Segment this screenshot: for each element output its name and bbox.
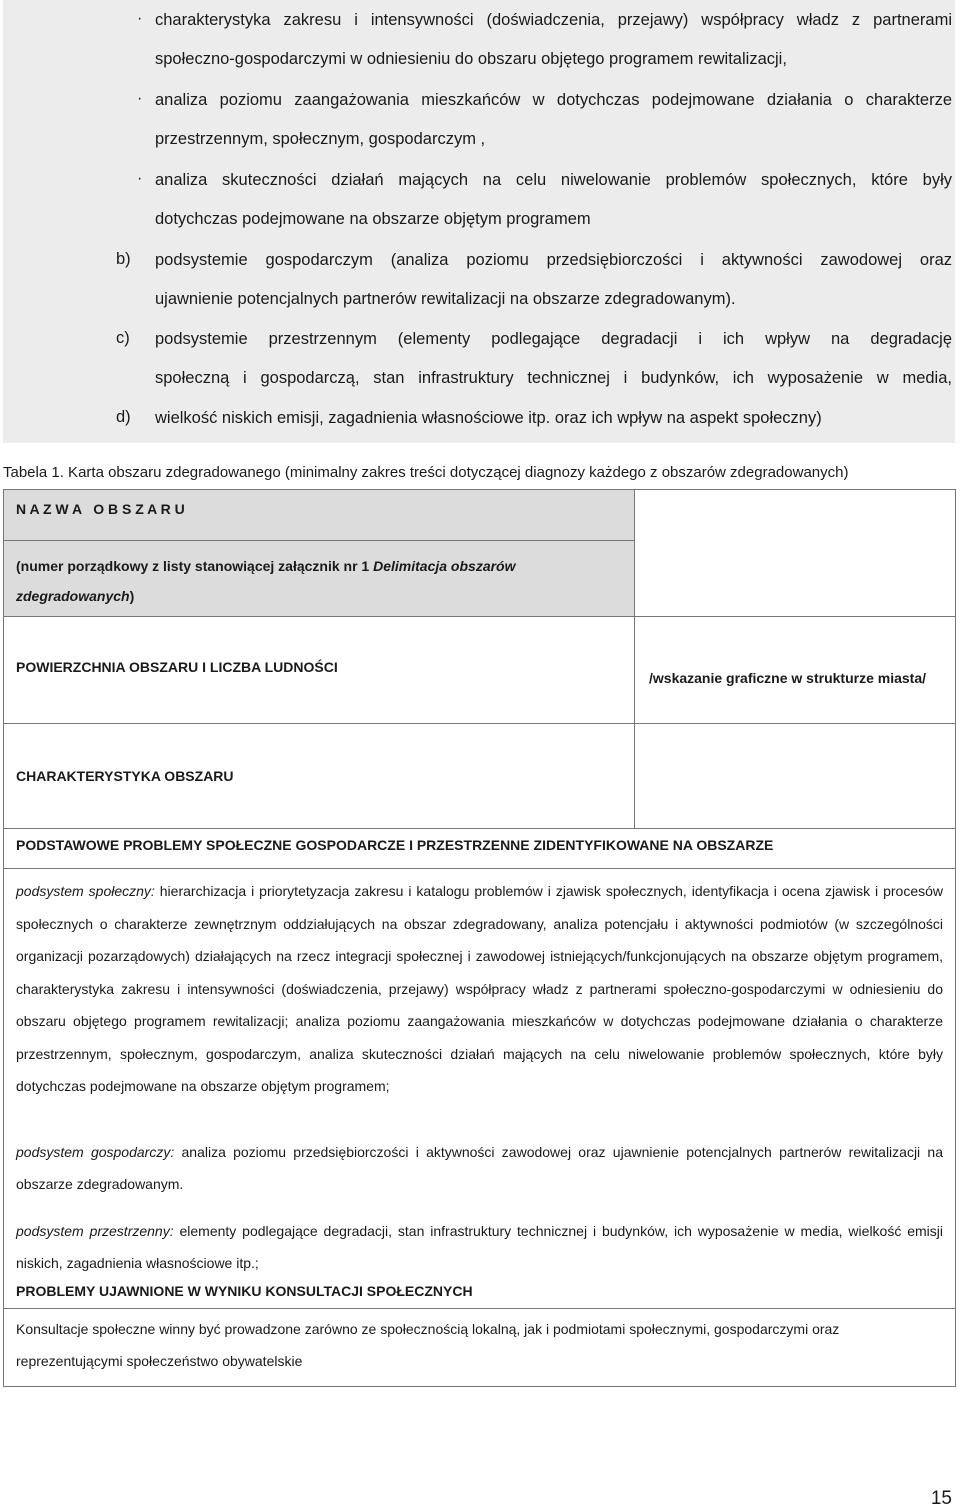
bullet-marker: · xyxy=(137,170,143,187)
consultation-text: Konsultacje społeczne winny być prowadzone zarówno ze społecznością lokalną, jak i podmiotami społecznymi, gospodarczymi oraz reprezentującymi społeczeństwo obywatelskie xyxy=(16,1320,840,1369)
social-subsystem-label: podsystem społeczny: xyxy=(16,883,155,899)
bullet-1-line-2: społeczno-gospodarczymi w odniesieniu do obszaru objętego programem rewitalizacji, xyxy=(155,50,787,68)
problems-header-cell xyxy=(4,829,956,869)
spatial-subsystem-label: podsystem przestrzenny: xyxy=(16,1222,174,1239)
item-b-line-2: ujawnienie potencjalnych partnerów rewitalizacji na obszarze zdegradowanym). xyxy=(155,290,736,308)
item-c-line-2: społeczną i gospodarczą, stan infrastruktury technicznej i budynków, ich wyposażenie w media, xyxy=(155,369,952,387)
item-b-line-1: podsystemie gospodarczym (analiza poziomu przedsiębiorczości i aktywności zawodowej oraz xyxy=(155,251,952,269)
consultation-header: PROBLEMY UJAWNIONE W WYNIKU KONSULTACJI SPOŁECZNYCH xyxy=(16,1282,473,1299)
bullet-2-line-2: przestrzennym, społecznym, gospodarczym , xyxy=(155,130,486,148)
economic-subsystem-label: podsystem gospodarczy: xyxy=(16,1143,175,1160)
number-note-line2: zdegradowanych xyxy=(16,588,130,604)
problems-content-cell xyxy=(4,869,956,1309)
number-note-italic: Delimitacja obszarów xyxy=(373,558,516,574)
graphic-note-cell xyxy=(635,617,956,724)
consultation-cell xyxy=(4,1308,956,1386)
economic-subsystem-text: analiza poziomu przedsiębiorczości i aktywności zawodowej oraz ujawnienie potencjalnych partnerów rewitalizacji na obszarze zdegradowanym. xyxy=(16,1143,943,1192)
social-subsystem-text: hierarchizacja i priorytetyzacja zakresu i katalogu problemów i zjawisk społecznych, identyfikacja i ocena zjawisk i procesów społecznych o charakterze zewnętrznym oddziałujących na obszar zdegradowany, analiza potencjału i aktywności podmiotów (w szczególności organizacji pozarządowych) działających na rzecz integracji społecznej i zawodowej istniejących/funkcjonujących na obszarze objętym programem, charakterystyka zakresu i intensywności (doświadczenia, przejawy) współpracy władz z partnerami społeczno-gospodarczymi w odniesieniu do obszaru objętego programem rewitalizacji; analiza poziomu zaangażowania mieszkańców w dotychczas podejmowane działania o charakterze przestrzennym, społecznym, gospodarczym, analiza skuteczności działań mających na celu niwelowanie problemów społecznych, które były dotychczas podejmowane na obszarze objętym programem; xyxy=(16,883,944,1094)
item-c-line-1: podsystemie przestrzennym (elementy podlegające degradacji i ich wpływ na degradację xyxy=(155,330,952,348)
area-population-cell xyxy=(4,617,635,724)
problems-header: PODSTAWOWE PROBLEMY SPOŁECZNE GOSPODARCZE I PRZESTRZENNE ZIDENTYFIKOWANE NA OBSZARZE xyxy=(16,837,774,853)
area-number-cell xyxy=(4,541,635,617)
area-name-cell xyxy=(4,490,635,541)
number-note-prefix: (numer porządkowy z listy stanowiącej załącznik nr 1 xyxy=(16,558,374,574)
graphic-note-label: /wskazanie graficzne w strukturze miasta/ xyxy=(649,670,926,686)
bullet-marker: · xyxy=(137,10,143,27)
area-card-table xyxy=(3,489,956,1387)
spatial-subsystem-text: elementy podlegające degradacji, stan infrastruktury technicznej i budynków, ich wyposażenie w media, wielkość emisji niskich, zagadnienia własnościowe itp.; xyxy=(16,1222,943,1271)
bullet-3-line-1: analiza skuteczności działań mających na celu niwelowanie problemów społecznych, które były xyxy=(155,171,952,189)
bullet-marker: · xyxy=(137,90,143,107)
item-d-line-1: wielkość niskich emisji, zagadnienia własnościowe itp. oraz ich wpływ na aspekt społeczny) xyxy=(155,409,822,427)
bullet-2-line-1: analiza poziomu zaangażowania mieszkańców w dotychczas podejmowane działania o charakterze xyxy=(155,91,952,109)
bullet-1-line-1: charakterystyka zakresu i intensywności (doświadczenia, przejawy) współpracy władz z partnerami xyxy=(155,11,952,29)
social-subsystem-paragraph xyxy=(16,875,943,1103)
economic-subsystem-paragraph xyxy=(16,1136,943,1201)
characteristics-right-cell xyxy=(635,724,956,829)
page-number: 15 xyxy=(930,1488,952,1509)
area-population-label: POWIERZCHNIA OBSZARU I LICZBA LUDNOŚCI xyxy=(16,659,338,675)
empty-right-cell xyxy=(635,490,956,617)
characteristics-cell xyxy=(4,724,635,829)
characteristics-label: CHARAKTERYSTYKA OBSZARU xyxy=(16,768,234,784)
table-caption xyxy=(3,464,848,481)
bullet-3-line-2: dotychczas podejmowane na obszarze objętym programem xyxy=(155,210,591,228)
item-b-label: b) xyxy=(116,250,131,268)
item-c-label: c) xyxy=(116,329,130,347)
spatial-subsystem-paragraph xyxy=(16,1215,943,1280)
item-d-label: d) xyxy=(116,408,131,426)
number-note-suffix: ) xyxy=(129,588,135,604)
area-name-label: N A Z W A O B S Z A R U xyxy=(16,501,185,517)
caption-text: Karta obszaru zdegradowanego (minimalny zakres treści dotyczącej diagnozy każdego z obszarów zdegradowanych) xyxy=(63,464,849,481)
caption-label: Tabela 1. xyxy=(3,464,64,481)
